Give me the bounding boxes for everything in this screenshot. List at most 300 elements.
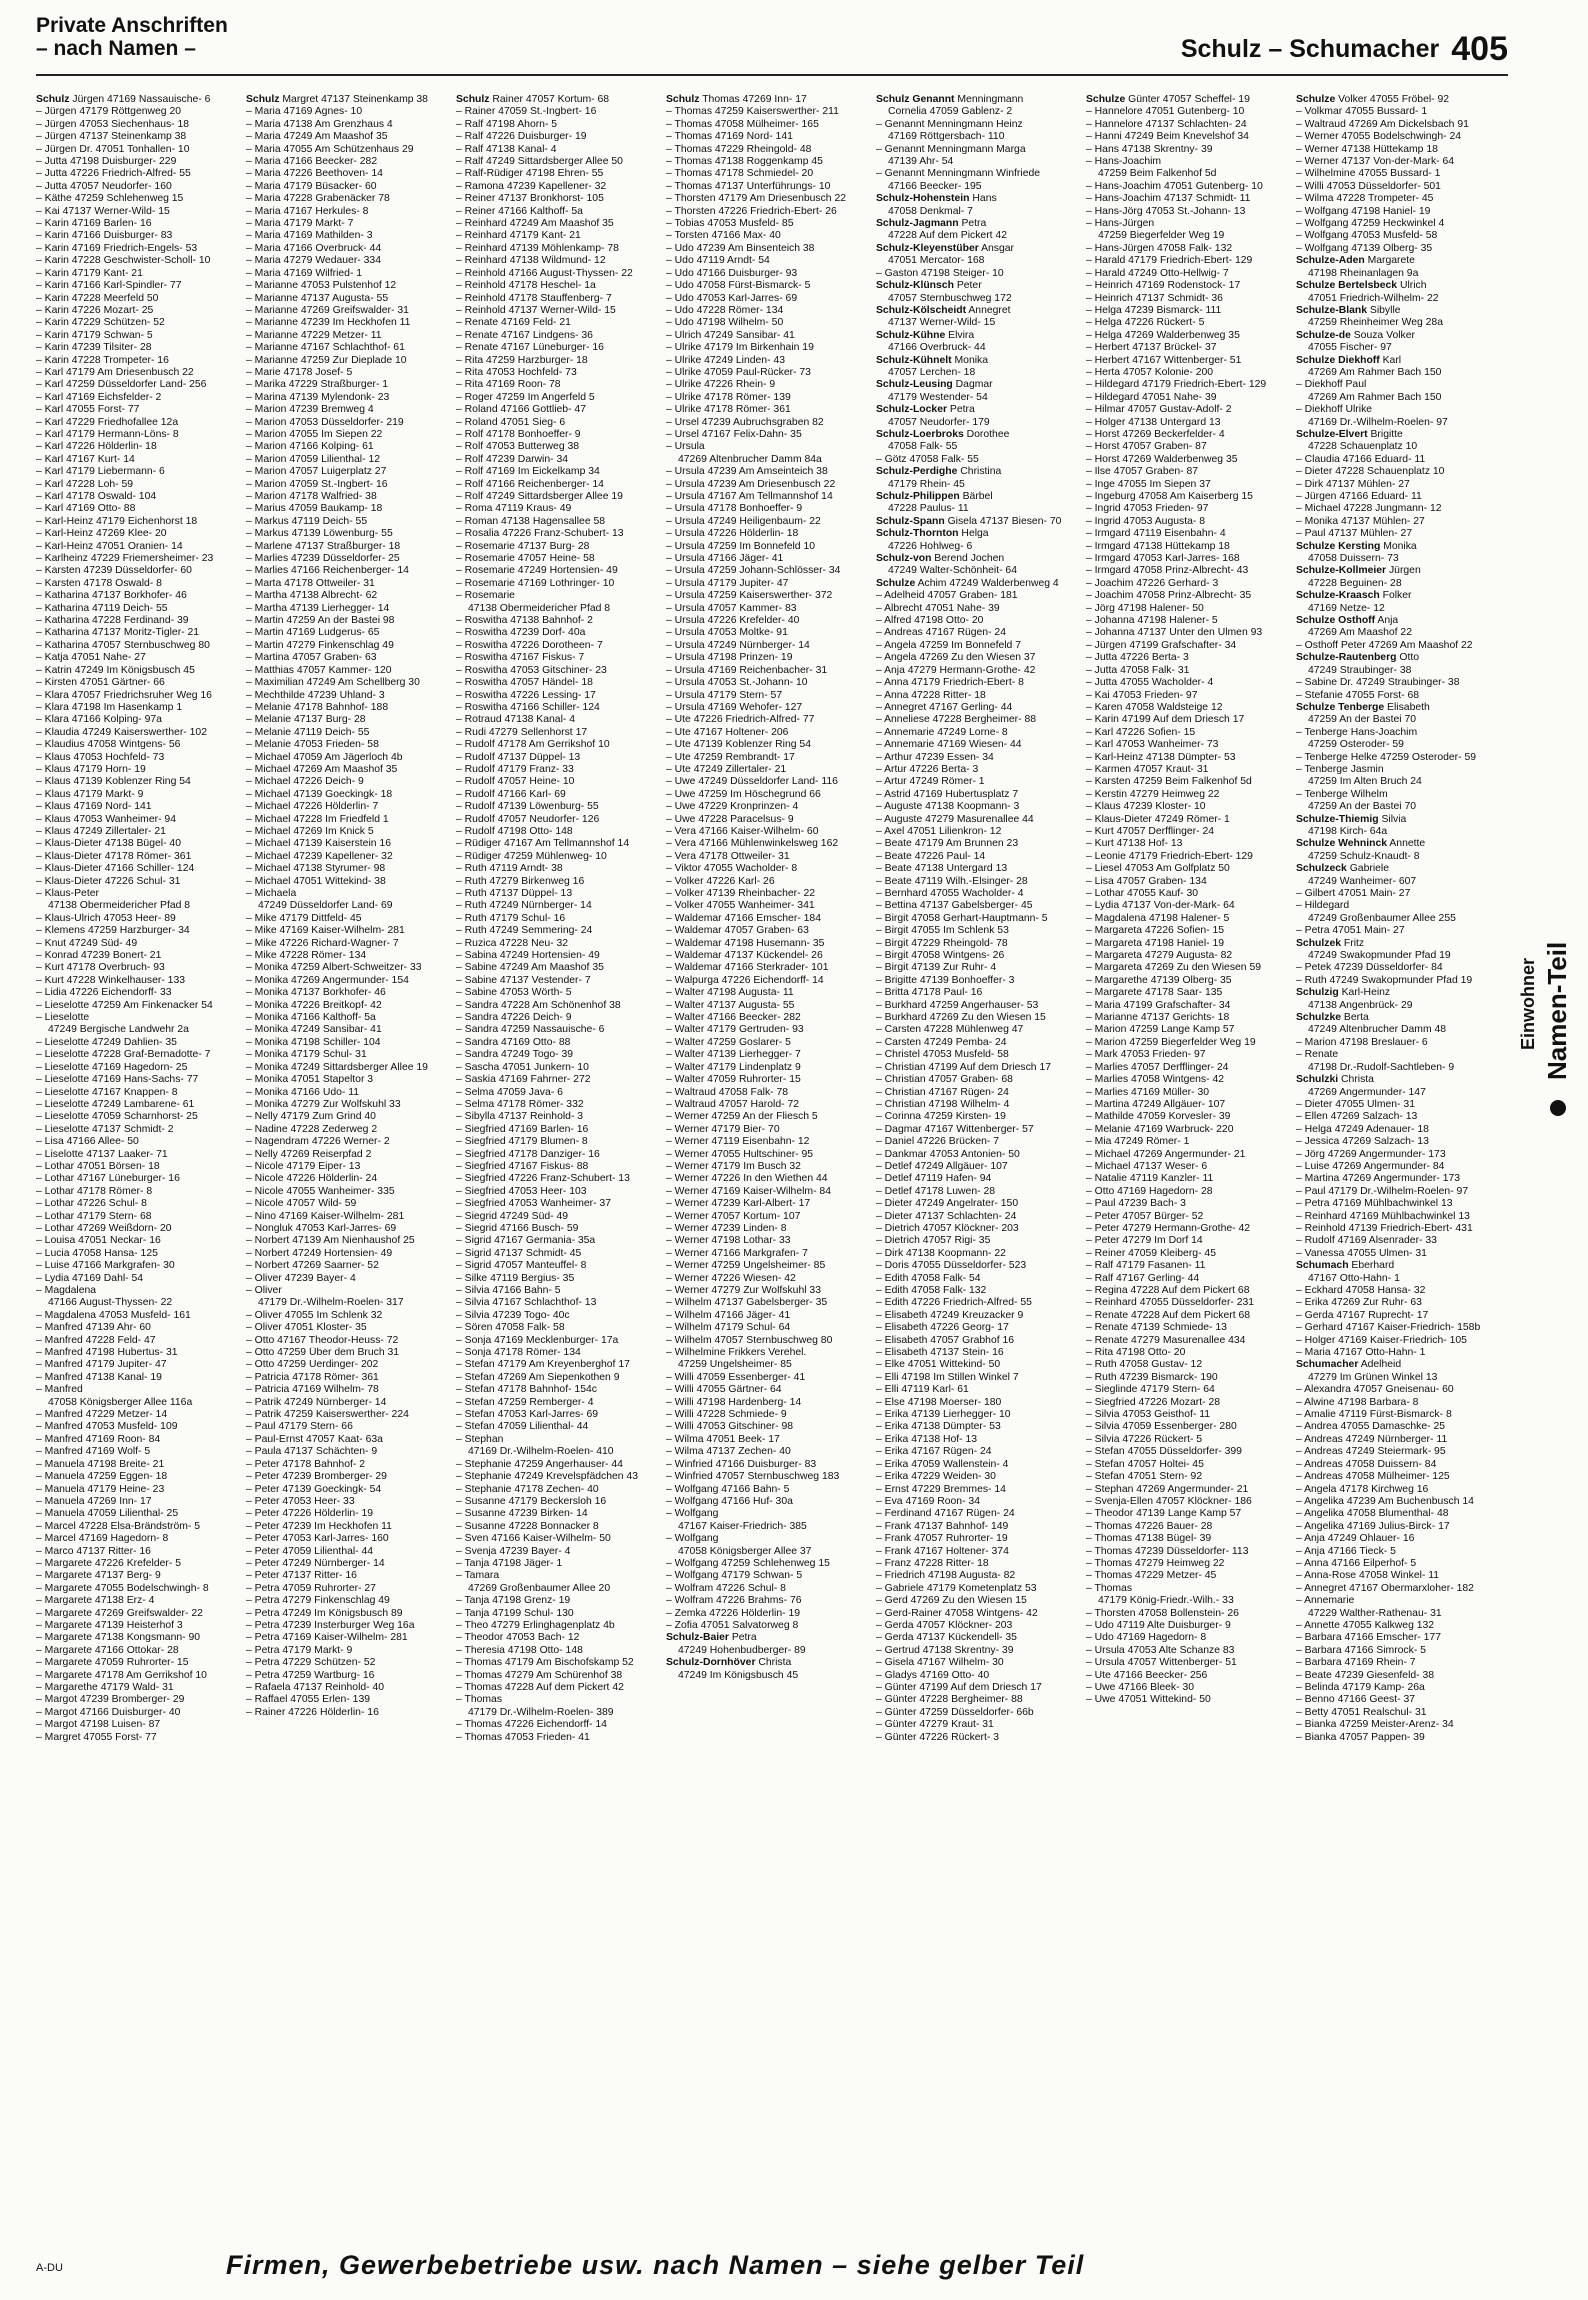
- directory-entry: – Peter 47239 Bromberger- 29: [246, 1471, 387, 1483]
- directory-entry: – Karsten 47178 Oswald- 8: [36, 577, 162, 589]
- directory-entry: – Friedrich 47198 Augusta- 82: [876, 1570, 1016, 1582]
- directory-entry: – Lothar 47269 Weißdorn- 20: [36, 1222, 172, 1234]
- directory-entry: – Thomas 47229 Metzer- 45: [1086, 1570, 1217, 1582]
- directory-entry: – Stefan 47053 Karl-Jarres- 69: [456, 1409, 599, 1421]
- directory-entry: – Anja 47166 Tieck- 5: [1296, 1545, 1396, 1557]
- directory-entry: – Petra 47259 Wartburg- 16: [246, 1669, 375, 1681]
- directory-entry: – Marika 47229 Straßburger- 1: [246, 379, 389, 391]
- directory-entry: – Rudolf 47166 Karl- 69: [456, 788, 566, 800]
- directory-entry: – Marlies 47166 Reichenberger- 14: [246, 565, 409, 577]
- directory-entry: – Ursula 47259 Johann-Schlösser- 34: [666, 565, 841, 577]
- directory-entry: – Karin 47226 Mozart- 25: [36, 304, 154, 316]
- directory-entry: – Thomas 47229 Rheingold- 48: [666, 143, 812, 155]
- directory-entry: – Winfried 47057 Sternbuschweg 183: [666, 1471, 840, 1483]
- directory-entry: – Angela 47178 Kirchweg 16: [1296, 1483, 1429, 1495]
- directory-entry: – Waldemar 47198 Husemann- 35: [666, 937, 825, 949]
- directory-entry: – Margarete 47139 Heisterhof 3: [36, 1619, 183, 1631]
- directory-entry: – Markus 47139 Löwenburg- 55: [246, 528, 393, 540]
- directory-entry: – Osthoff Peter 47269 Am Maashof 22: [1296, 639, 1473, 651]
- directory-entry: – Adelheid 47057 Graben- 181: [876, 590, 1018, 602]
- entry-continuation: 47249 Wanheimer- 607: [1308, 875, 1417, 887]
- entry-continuation: 47228 Auf dem Pickert 42: [888, 230, 1007, 242]
- entry-continuation: 47167 Kaiser-Friedrich- 385: [678, 1520, 807, 1532]
- entry-continuation: 47166 August-Thyssen- 22: [48, 1297, 173, 1309]
- entry-continuation: 47228 Schauenplatz 10: [1308, 441, 1418, 453]
- directory-entry: Schulze-Elvert Brigitte: [1296, 428, 1403, 440]
- directory-entry: – Erika 47167 Rügen- 24: [876, 1446, 992, 1458]
- directory-entry: – Lieselotte 47059 Scharnhorst- 25: [36, 1111, 198, 1123]
- directory-entry: – Detlef 47178 Luwen- 28: [876, 1185, 996, 1197]
- directory-entry: – Walpurga 47226 Eichendorff- 14: [666, 974, 824, 986]
- entry-continuation: 47179 Dr.-Wilhelm-Roelen- 389: [468, 1706, 614, 1718]
- directory-entry: – Andreas 47249 Steiermark- 95: [1296, 1446, 1446, 1458]
- directory-entry: – Hans-Jörg 47053 St.-Johann- 13: [1086, 205, 1246, 217]
- page-number: 405: [1451, 30, 1508, 68]
- directory-entry: – Roswitha 47226 Dorotheen- 7: [456, 639, 603, 651]
- directory-entry: – Petra 47169 Mühlbachwinkel 13: [1296, 1198, 1453, 1210]
- entry-continuation: 47259 Rheinheimer Weg 28a: [1308, 317, 1443, 329]
- directory-entry: – Martin 47279 Finkenschlag 49: [246, 639, 394, 651]
- directory-entry: – Waldemar 47166 Emscher- 184: [666, 912, 821, 924]
- directory-entry: – Michael 47138 Styrumer- 98: [246, 863, 386, 875]
- directory-entry: – Silvia 47239 Togo- 40c: [456, 1309, 570, 1321]
- directory-entry: – Vanessa 47055 Ulmen- 31: [1296, 1247, 1427, 1259]
- entry-continuation: 47269 Altenbrucher Damm 84a: [678, 453, 822, 465]
- directory-entry: – Hans-Joachim: [1086, 156, 1162, 168]
- directory-entry: – Sieglinde 47179 Stern- 64: [1086, 1384, 1215, 1396]
- directory-entry: – Reinhold 47139 Friedrich-Ebert- 431: [1296, 1222, 1473, 1234]
- directory-entry: – Thomas: [456, 1694, 503, 1706]
- directory-entry: – Annette 47055 Kalkweg 132: [1296, 1619, 1435, 1631]
- directory-entry: – Ursula 47053 Alte Schanze 83: [1086, 1644, 1235, 1656]
- directory-entry: Schulz-Leusing Dagmar: [876, 379, 993, 391]
- directory-entry: Schulze Günter 47057 Scheffel- 19: [1086, 94, 1250, 105]
- directory-entry: – Sabina 47249 Hortensien- 49: [456, 950, 600, 962]
- directory-entry: – Manfred 47198 Hubertus- 31: [36, 1347, 178, 1359]
- directory-entry: – Maria 47169 Agnes- 10: [246, 106, 363, 118]
- directory-entry: – Walter 47179 Lindenplatz 9: [666, 1061, 801, 1073]
- directory-entry: Schulze-Thiemig Silvia: [1296, 813, 1407, 825]
- directory-entry: – Ulrike 47178 Römer- 139: [666, 391, 791, 403]
- directory-entry: – Inge 47055 Im Siepen 37: [1086, 478, 1211, 490]
- directory-entry: – Günter 47226 Rückert- 3: [876, 1731, 1000, 1743]
- directory-entry: – Siegfried 47053 Heer- 103: [456, 1185, 587, 1197]
- directory-entry: – Margarethe 47139 Olberg- 35: [1086, 974, 1232, 986]
- directory-entry: – Ursula 47169 Wehofer- 127: [666, 701, 803, 713]
- directory-entry: – Hildegard 47051 Nahe- 39: [1086, 391, 1217, 403]
- directory-entry: – Klaudius 47058 Wintgens- 56: [36, 739, 181, 751]
- directory-entry: – Petra 47051 Main- 27: [1296, 925, 1405, 937]
- directory-entry: – Erika 47138 Dümpter- 53: [876, 1421, 1001, 1433]
- side-tab-title: Namen-Teil: [1542, 941, 1572, 1080]
- directory-entry: – Wolfgang 47259 Schlehenweg 15: [666, 1557, 830, 1569]
- directory-entry: – Rolf 47053 Butterweg 38: [456, 441, 580, 453]
- directory-entry: – Maria 47169 Wilfried- 1: [246, 267, 363, 279]
- directory-entry: – Wolfgang: [666, 1533, 719, 1545]
- directory-entry: – Rolf 47178 Bonhoeffer- 9: [456, 428, 581, 440]
- directory-entry: – Karl 47169 Eichsfelder- 2: [36, 391, 162, 403]
- entry-continuation: 47058 Falk- 55: [888, 441, 958, 453]
- directory-entry: – Marlies 47239 Düsseldorfer- 25: [246, 553, 400, 565]
- entry-continuation: 47166 Overbruck- 44: [888, 342, 986, 354]
- directory-entry: Schulze Volker 47055 Fröbel- 92: [1296, 94, 1450, 105]
- directory-entry: – Karin 47169 Barlen- 16: [36, 218, 152, 230]
- directory-entry: – Susanne 47179 Beckersloh 16: [456, 1495, 607, 1507]
- directory-entry: – Hans-Jürgen: [1086, 218, 1155, 230]
- directory-entry: – Werner 47138 Hüttekamp 18: [1296, 143, 1438, 155]
- directory-entry: – Siegfried 47169 Barlen- 16: [456, 1123, 589, 1135]
- directory-entry: – Kurt 47228 Winkelhauser- 133: [36, 974, 186, 986]
- directory-entry: – Peter 47137 Ritter- 16: [246, 1570, 357, 1582]
- directory-entry: – Karl 47179 Hermann-Löns- 8: [36, 428, 179, 440]
- directory-entry: – Magdalena 47198 Halener- 5: [1086, 912, 1230, 924]
- directory-entry: – Helga 47249 Adenauer- 18: [1296, 1123, 1429, 1135]
- directory-entry: – Helga 47239 Bismarck- 111: [1086, 304, 1222, 316]
- directory-entry: – Sabine 47249 Am Maashof 35: [456, 962, 604, 974]
- directory-entry: – Bernhard 47055 Wacholder- 4: [876, 888, 1024, 899]
- directory-entry: Schulzek Fritz: [1296, 937, 1365, 949]
- directory-entry: – Stephanie 47259 Angerhauser- 44: [456, 1458, 623, 1470]
- directory-entry: – Karl-Heinz 47138 Dümpter- 53: [1086, 751, 1236, 763]
- directory-entry: – Magdalena 47053 Musfeld- 161: [36, 1309, 191, 1321]
- directory-entry: – Thomas 47279 Am Schürenhof 38: [456, 1669, 623, 1681]
- directory-entry: – Andreas 47058 Mülheimer- 125: [1296, 1471, 1450, 1483]
- directory-entry: – Ursula 47198 Prinzen- 19: [666, 652, 793, 664]
- directory-entry: – Stefan 47059 Lilienthal- 44: [456, 1421, 589, 1433]
- directory-entry: – Werner 47259 An der Fliesch 5: [666, 1111, 818, 1123]
- directory-entry: – Norbert 47249 Hortensien- 49: [246, 1247, 393, 1259]
- directory-entry: – Peter 47279 Hermann-Grothe- 42: [1086, 1222, 1251, 1234]
- directory-columns: [36, 94, 1506, 2242]
- entry-continuation: 47138 Obermeidericher Pfad 8: [468, 602, 611, 614]
- directory-entry: – Katja 47051 Nahe- 27: [36, 652, 146, 664]
- directory-entry: – Reinhard 47055 Düsseldorfer- 231: [1086, 1297, 1255, 1309]
- entry-continuation: 47269 Am Rahmer Bach 150: [1308, 366, 1442, 378]
- directory-entry: – Marianne 47229 Metzer- 11: [246, 329, 382, 341]
- directory-entry: – Maria 47138 Am Grenzhaus 4: [246, 118, 393, 130]
- directory-entry: – Karin 47169 Friedrich-Engels- 53: [36, 242, 198, 254]
- directory-entry: – Stefanie 47055 Forst- 68: [1296, 689, 1420, 701]
- directory-entry: – Maria 47199 Grafschafter- 34: [1086, 999, 1231, 1011]
- directory-entry: – Nicole 47226 Hölderlin- 24: [246, 1173, 378, 1185]
- directory-entry: – Karl-Heinz 47051 Oranien- 14: [36, 540, 183, 552]
- directory-entry: – Ute 47249 Zillertaler- 21: [666, 763, 787, 775]
- directory-entry: – Irmgard 47053 Karl-Jarres- 168: [1086, 553, 1240, 565]
- directory-entry: – Peter 47239 Im Heckhofen 11: [246, 1520, 392, 1532]
- directory-entry: – Rudolf 47139 Löwenburg- 55: [456, 801, 599, 813]
- directory-entry: – Thomas 47239 Düsseldorfer- 113: [1086, 1545, 1249, 1557]
- directory-entry: – Artur 47249 Römer- 1: [876, 776, 985, 788]
- directory-entry: – Sabine 47053 Wörth- 5: [456, 987, 572, 999]
- entry-continuation: 47138 Angenbrück- 29: [1308, 999, 1413, 1011]
- directory-entry: – Marianne 47239 Im Heckhofen 11: [246, 317, 411, 329]
- entry-continuation: 47179 Rhein- 45: [888, 478, 965, 490]
- directory-entry: – Sandra 47249 Togo- 39: [456, 1049, 574, 1061]
- directory-entry: Schumach Eberhard: [1296, 1260, 1395, 1272]
- directory-entry: – Roland 47051 Sieg- 6: [456, 416, 566, 428]
- directory-entry: – Burkhard 47259 Angerhauser- 53: [876, 999, 1039, 1011]
- directory-entry: – Auguste 47279 Masurenallee 44: [876, 813, 1034, 825]
- directory-column: [36, 94, 242, 2242]
- directory-entry: – Hildegard: [1296, 900, 1350, 912]
- entry-continuation: 47259 Beim Falkenhof 5d: [1098, 168, 1217, 180]
- directory-entry: – Wilhelm 47166 Jäger- 41: [666, 1309, 791, 1321]
- directory-entry: – Diekhoff Ulrike: [1296, 404, 1373, 416]
- directory-entry: – Hans-Joachim 47051 Gutenberg- 10: [1086, 180, 1263, 192]
- directory-entry: – Udo 47119 Arndt- 54: [666, 255, 770, 267]
- directory-entry: Schulzki Christa: [1296, 1074, 1374, 1086]
- directory-entry: – Kurt 47178 Overbruch- 93: [36, 962, 165, 974]
- directory-entry: – Ursula 47178 Bonhoeffer- 9: [666, 503, 803, 515]
- page-header-right: [1181, 30, 1508, 69]
- directory-entry: – Rita 47198 Otto- 20: [1086, 1347, 1186, 1359]
- directory-entry: – Wolfgang 47198 Haniel- 19: [1296, 205, 1431, 217]
- directory-entry: – Michael 47228 Jungmann- 12: [1296, 503, 1442, 515]
- directory-entry: – Werner 47179 Bier- 70: [666, 1123, 780, 1135]
- directory-entry: – Nicole 47057 Wild- 59: [246, 1198, 357, 1210]
- directory-entry: – Reiner 47059 Kleiberg- 45: [1086, 1247, 1216, 1259]
- directory-entry: – Svenja 47239 Bayer- 4: [456, 1545, 571, 1557]
- directory-entry: – Rüdiger 47167 Am Tellmannshof 14: [456, 838, 630, 850]
- directory-entry: Schulz Thomas 47269 Inn- 17: [666, 94, 807, 105]
- directory-entry: – Roswitha 47057 Händel- 18: [456, 677, 593, 689]
- entry-continuation: 47249 Bergische Landwehr 2a: [48, 1024, 189, 1036]
- directory-entry: – Wolfgang 47053 Musfeld- 58: [1296, 230, 1438, 242]
- directory-entry: – Reinhard 47249 Am Maashof 35: [456, 218, 614, 230]
- directory-entry: – Michael 47269 Angermunder- 21: [1086, 1148, 1246, 1160]
- directory-entry: – Birgit 47058 Wintgens- 26: [876, 950, 1005, 962]
- directory-entry: – Peter 47139 Goeckingk- 54: [246, 1483, 382, 1495]
- directory-entry: – Rudolf 47137 Düppel- 13: [456, 751, 581, 763]
- name-range: Schulz – Schumacher: [1180, 35, 1440, 63]
- directory-entry: – Markus 47119 Deich- 55: [246, 515, 368, 527]
- directory-entry: – Klaus-Peter: [36, 888, 99, 899]
- directory-entry: – Sonja 47178 Römer- 134: [456, 1347, 581, 1359]
- directory-entry: – Ursula 47057 Kammer- 83: [666, 602, 797, 614]
- directory-entry: – Monika 47198 Schiller- 104: [246, 1036, 381, 1048]
- directory-entry: – Kirsten 47051 Gärtner- 66: [36, 677, 165, 689]
- directory-entry: – Stephan 47269 Angermunder- 21: [1086, 1483, 1249, 1495]
- directory-entry: Schulze-Rautenberg Otto: [1296, 652, 1419, 664]
- directory-entry: – Renate 47228 Auf dem Pickert 68: [1086, 1309, 1251, 1321]
- directory-entry: – Marion 47178 Walfried- 38: [246, 491, 377, 502]
- directory-entry: – Karl 47167 Kurt- 14: [36, 453, 135, 465]
- directory-entry: – Manuela 47059 Lilienthal- 25: [36, 1508, 179, 1520]
- directory-entry: – Anna 47179 Friedrich-Ebert- 8: [876, 677, 1024, 689]
- directory-entry: – Lydia 47169 Dahl- 54: [36, 1272, 144, 1284]
- directory-entry: – Ruth 47179 Schul- 16: [456, 912, 566, 924]
- directory-entry: – Reinhold 47178 Heschel- 1a: [456, 280, 596, 292]
- directory-entry: – Michael 47239 Kapellener- 32: [246, 850, 393, 862]
- directory-entry: Schulz-Dornhöver Christa: [666, 1657, 792, 1669]
- entry-continuation: 47057 Sternbuschweg 172: [888, 292, 1012, 304]
- directory-entry: – Ursel 47239 Aubruchsgraben 82: [666, 416, 824, 428]
- directory-entry: – Klara 47166 Kolping- 97a: [36, 714, 162, 726]
- directory-entry: Schulze Diekhoff Karl: [1296, 354, 1402, 366]
- directory-entry: – Michael 47226 Hölderlin- 7: [246, 801, 379, 813]
- directory-entry: – Michaela: [246, 888, 297, 899]
- directory-entry: – Stefan 47179 Am Kreyenberghof 17: [456, 1359, 630, 1371]
- directory-entry: – Herta 47057 Kolonie- 200: [1086, 366, 1214, 378]
- directory-entry: – Mathilde 47059 Korvesler- 39: [1086, 1111, 1231, 1123]
- directory-entry: – Erika 47269 Zur Ruhr- 63: [1296, 1297, 1422, 1309]
- directory-entry: – Anja 47279 Hermann-Grothe- 42: [876, 664, 1036, 676]
- directory-entry: – Klaus 47139 Koblenzer Ring 54: [36, 776, 191, 788]
- directory-entry: – Roland 47166 Gottlieb- 47: [456, 404, 586, 416]
- directory-entry: – Manfred 47169 Roon- 84: [36, 1433, 161, 1445]
- entry-continuation: 47269 Am Maashof 22: [1308, 627, 1412, 639]
- directory-entry: – Willi 47198 Hardenberg- 14: [666, 1396, 802, 1408]
- directory-entry: – Peter 47059 Lilienthal- 44: [246, 1545, 374, 1557]
- entry-continuation: 47259 Osteroder- 59: [1308, 739, 1404, 751]
- directory-entry: – Monika 47137 Mühlen- 27: [1296, 515, 1425, 527]
- directory-entry: – Wilhelmine 47055 Bussard- 1: [1296, 168, 1441, 180]
- directory-entry: – Siegfried 47226 Franz-Schubert- 13: [456, 1173, 630, 1185]
- directory-entry: – Karin 47228 Meerfeld 50: [36, 292, 159, 304]
- directory-entry: – Petra 47279 Finkenschlag 49: [246, 1595, 390, 1607]
- directory-entry: – Wilma 47228 Trompeter- 45: [1296, 193, 1434, 205]
- directory-entry: – Theodor 47053 Bach- 12: [456, 1632, 580, 1644]
- directory-entry: – Lothar 47179 Stern- 68: [36, 1210, 152, 1222]
- directory-entry: – Klaus 47169 Nord- 141: [36, 801, 152, 813]
- directory-entry: – Belinda 47179 Kamp- 26a: [1296, 1682, 1425, 1693]
- directory-entry: – Peter 47053 Heer- 33: [246, 1495, 355, 1507]
- directory-entry: – Zemka 47226 Hölderlin- 19: [666, 1607, 800, 1619]
- directory-entry: – Klaus 47053 Hochfeld- 73: [36, 751, 165, 763]
- directory-entry: – Marcel 47169 Hagedorn- 8: [36, 1533, 169, 1545]
- directory-entry: – Ruth 47058 Gustav- 12: [1086, 1359, 1203, 1371]
- directory-entry: – Andreas 47058 Duissern- 84: [1296, 1458, 1437, 1470]
- directory-entry: – Udo 47166 Duisburger- 93: [666, 267, 798, 279]
- directory-entry: – Regina 47228 Auf dem Pickert 68: [1086, 1285, 1250, 1296]
- directory-entry: – Peter 47279 Im Dorf 14: [1086, 1235, 1203, 1247]
- directory-entry: – Monika 47249 Sittardsberger Allee 19: [246, 1061, 428, 1073]
- directory-entry: – Peter 47226 Hölderlin- 19: [246, 1508, 374, 1520]
- directory-entry: – Jutta 47226 Friedrich-Alfred- 55: [36, 168, 191, 180]
- directory-entry: – Peter 47249 Nürnberger- 14: [246, 1557, 385, 1569]
- directory-entry: – Marion 47055 Im Siepen 22: [246, 428, 383, 440]
- directory-entry: – Volker 47055 Wanheimer- 341: [666, 900, 815, 912]
- directory-entry: – Manuela 47259 Eggen- 18: [36, 1471, 168, 1483]
- directory-entry: – Lieselotte 47249 Lambarene- 61: [36, 1098, 195, 1110]
- directory-entry: – Ingeburg 47058 Am Kaiserberg 15: [1086, 491, 1253, 502]
- entry-continuation: 47269 Angermunder- 147: [1308, 1086, 1426, 1098]
- directory-entry: – Ralf 47179 Fasanen- 11: [1086, 1260, 1206, 1272]
- directory-entry: – Sandra 47226 Deich- 9: [456, 1012, 572, 1024]
- directory-entry: – Ralf 47167 Gerling- 44: [1086, 1272, 1200, 1284]
- directory-entry: – Lieselotte 47259 Am Finkenacker 54: [36, 999, 213, 1011]
- directory-entry: – Matthias 47057 Kammer- 120: [246, 664, 392, 676]
- directory-entry: – Günter 47228 Bergheimer- 88: [876, 1694, 1023, 1706]
- directory-entry: – Klaudia 47249 Kaiserswerther- 102: [36, 726, 207, 738]
- directory-entry: – Beate 47138 Untergard 13: [876, 863, 1008, 875]
- directory-entry: – Leonie 47179 Friedrich-Ebert- 129: [1086, 850, 1253, 862]
- directory-entry: – Hans-Joachim 47137 Schmidt- 11: [1086, 193, 1251, 205]
- directory-entry: – Karin 47166 Duisburger- 83: [36, 230, 173, 242]
- directory-entry: – Mia 47249 Römer- 1: [1086, 1136, 1190, 1148]
- directory-entry: – Marianne 47259 Zur Dieplade 10: [246, 354, 407, 366]
- directory-entry: – Albrecht 47051 Nahe- 39: [876, 602, 1000, 614]
- directory-entry: – Alexandra 47057 Gneisenau- 60: [1296, 1384, 1454, 1396]
- directory-entry: – Sibylla 47137 Reinhold- 3: [456, 1111, 584, 1123]
- directory-entry: – Ursula 47239 Am Amseinteich 38: [666, 466, 828, 478]
- directory-entry: – Martina 47249 Allgäuer- 107: [1086, 1098, 1226, 1110]
- directory-entry: – Günter 47279 Kraut- 31: [876, 1719, 994, 1731]
- directory-entry: – Ralf 47198 Ahorn- 5: [456, 118, 558, 130]
- directory-entry: – Nadine 47228 Zederweg 2: [246, 1123, 378, 1135]
- directory-entry: – Ulrike 47249 Linden- 43: [666, 354, 785, 366]
- directory-entry: – Lieselotte 47169 Hagedorn- 25: [36, 1061, 188, 1073]
- directory-entry: – Detlef 47119 Hafen- 94: [876, 1173, 992, 1185]
- directory-entry: – Klaus-Dieter 47166 Schiller- 124: [36, 863, 195, 875]
- directory-entry: – Karl 47228 Loh- 59: [36, 478, 134, 490]
- directory-entry: – Petra 47169 Kaiser-Wilhelm- 281: [246, 1632, 408, 1644]
- directory-entry: – Manfred 47229 Metzer- 14: [36, 1409, 168, 1421]
- directory-entry: Schulze-Kraasch Folker: [1296, 590, 1412, 602]
- entry-continuation: 47058 Duissern- 73: [1308, 553, 1399, 565]
- directory-entry: Schulze Achim 47249 Walderbenweg 4: [876, 577, 1059, 589]
- directory-entry: – Jutta 47055 Wacholder- 4: [1086, 677, 1214, 689]
- directory-entry: – Ulrike 47179 Im Birkenhain 19: [666, 342, 814, 354]
- directory-entry: – Monika 47259 Albert-Schweitzer- 33: [246, 962, 422, 974]
- directory-entry: – Karl 47178 Oswald- 104: [36, 491, 157, 502]
- directory-entry: – Otto 47169 Hagedorn- 28: [1086, 1185, 1213, 1197]
- directory-entry: – Stephanie 47249 Krevelspfädchen 43: [456, 1471, 638, 1483]
- directory-entry: – Jürgen 47053 Siechenhaus- 18: [36, 118, 190, 130]
- entry-continuation: 47259 An der Bastei 70: [1308, 714, 1417, 726]
- directory-entry: – Uwe 47249 Düsseldorfer Land- 116: [666, 776, 838, 788]
- directory-entry: – Dirk 47137 Mühlen- 27: [1296, 478, 1410, 490]
- directory-entry: – Sabine 47137 Vestender- 7: [456, 974, 591, 986]
- directory-entry: – Renate 47167 Lindgens- 36: [456, 329, 593, 341]
- directory-entry: – Marie 47178 Josef- 5: [246, 366, 353, 378]
- directory-entry: – Ursula 47179 Stern- 57: [666, 689, 783, 701]
- entry-continuation: 47058 Königsberger Allee 116a: [48, 1396, 193, 1408]
- directory-column: [1296, 94, 1502, 2242]
- directory-entry: – Erika 47059 Wallenstein- 4: [876, 1458, 1009, 1470]
- directory-entry: – Götz 47058 Falk- 55: [876, 453, 979, 465]
- directory-entry: – Annemarie 47249 Lorne- 8: [876, 726, 1008, 738]
- directory-entry: – Lisa 47057 Graben- 134: [1086, 875, 1207, 887]
- directory-entry: – Wilma 47137 Zechen- 40: [666, 1446, 791, 1458]
- entry-continuation: 47249 Walter-Schönheit- 64: [888, 565, 1017, 577]
- directory-entry: – Theo 47279 Erlinghagenplatz 4b: [456, 1619, 615, 1631]
- directory-entry: – Torsten 47166 Max- 40: [666, 230, 781, 242]
- directory-entry: – Karl 47055 Forst- 77: [36, 404, 140, 416]
- directory-entry: – Werner 47179 Im Busch 32: [666, 1160, 801, 1172]
- directory-entry: – Paul 47239 Bach- 3: [1086, 1198, 1186, 1210]
- directory-entry: – Marlies 47058 Wintgens- 42: [1086, 1074, 1225, 1086]
- directory-entry: – Udo 47198 Wilhelm- 50: [666, 317, 784, 329]
- entry-continuation: 47169 Röttgersbach- 110: [888, 131, 1005, 143]
- directory-entry: – Jutta 47058 Falk- 31: [1086, 664, 1190, 676]
- directory-entry: – Manfred 47179 Jupiter- 47: [36, 1359, 167, 1371]
- directory-entry: – Betty 47051 Realschul- 31: [1296, 1706, 1427, 1718]
- directory-entry: – Wolfgang 47166 Huf- 30a: [666, 1495, 793, 1507]
- directory-entry: – Walter 47166 Beecker- 282: [666, 1012, 801, 1024]
- directory-entry: – Karsten 47239 Düsseldorfer- 60: [36, 565, 192, 577]
- directory-entry: – Reinhold 47166 August-Thyssen- 22: [456, 267, 633, 279]
- directory-entry: – Martina 47269 Angermunder- 173: [1296, 1173, 1461, 1185]
- entry-continuation: 47259 Schulz-Knaudt- 8: [1308, 850, 1420, 862]
- directory-entry: – Sigrid 47137 Schmidt- 45: [456, 1247, 582, 1259]
- directory-entry: – Annegret 47167 Obermarxloher- 182: [1296, 1582, 1474, 1594]
- directory-entry: – Udo 47053 Karl-Jarres- 69: [666, 292, 798, 304]
- directory-entry: – Margarete 47178 Saar- 135: [1086, 987, 1223, 999]
- directory-entry: – Anna 47228 Ritter- 18: [876, 689, 986, 701]
- directory-entry: – Marianne 47137 Augusta- 55: [246, 292, 389, 304]
- directory-entry: – Werner 47239 Linden- 8: [666, 1222, 787, 1234]
